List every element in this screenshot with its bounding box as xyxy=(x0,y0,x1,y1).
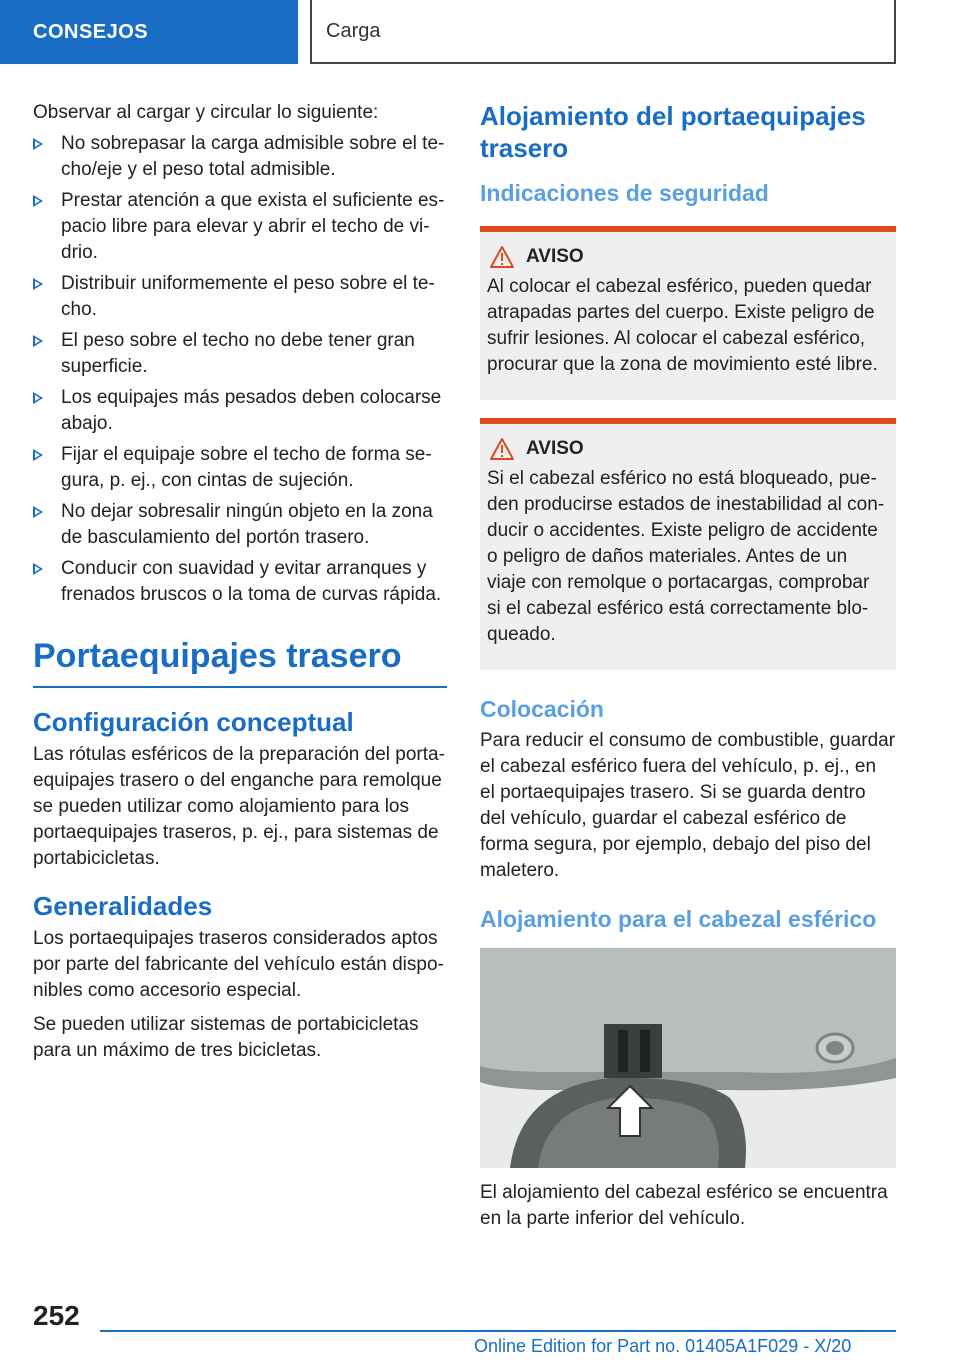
header-title-text: Carga xyxy=(326,19,381,42)
triangle-bullet-icon xyxy=(33,138,43,150)
warning-text: Si el cabezal esférico no está bloqueado, pueden producirse estados de inestabilidad al conducir o accidentes. Existe peligro de accidente o peligro de daños materiales. Antes de un viaje con remolque o portacargas, comprobar si el cabezal esférico está correctamente bloqueado. xyxy=(487,468,885,645)
image-caption: El alojamiento del cabezal esférico se encuentra en la parte inferior del vehículo. xyxy=(480,1182,888,1229)
warning-triangle-icon xyxy=(490,246,514,268)
warning-header xyxy=(487,438,888,460)
list-item-text: No dejar sobresalir ningún objeto en la zona de basculamiento del portón trasero. xyxy=(61,501,433,548)
housing-heading: Alojamiento para el cabezal esférico xyxy=(480,906,877,932)
triangle-bullet-icon xyxy=(33,335,43,347)
list-item-text: El peso sobre el techo no debe tener gran superficie. xyxy=(61,330,415,377)
placement-heading: Colocación xyxy=(480,696,604,722)
list-item-text: Conducir con suavidad y evitar arranques y frenados bruscos o la toma de curvas rápida. xyxy=(61,558,442,605)
list-item xyxy=(33,442,447,494)
triangle-bullet-icon xyxy=(33,563,43,575)
chapter-title: Portaequipajes trasero xyxy=(33,634,447,688)
list-item xyxy=(33,328,447,380)
concept-text: Las rótulas esféricos de la preparación del portaequipajes trasero o del enganche para remolque se pueden utilizar como alojamiento para los portaequipajes traseros, p. ej., para sistemas de portabicicletas. xyxy=(33,744,445,869)
page-header-title xyxy=(310,0,896,64)
triangle-bullet-icon xyxy=(33,449,43,461)
intro-text: Observar al cargar y circular lo siguiente: xyxy=(33,102,379,123)
list-item xyxy=(33,499,447,551)
general-heading: Generalidades xyxy=(33,891,213,921)
concept-heading: Configuración conceptual xyxy=(33,707,354,737)
bullet-list xyxy=(33,131,447,608)
warning-label: AVISO xyxy=(526,438,584,459)
section-heading: Alojamiento del portaequipajes trasero xyxy=(480,101,866,163)
triangle-bullet-icon xyxy=(33,195,43,207)
warning-box-1 xyxy=(480,226,896,400)
general-text-1: Los portaequipajes traseros considerados aptos por parte del fabricante del vehículo están disponibles como accesorio especial. xyxy=(33,928,444,1001)
warning-box-2 xyxy=(480,418,896,670)
footer-edition: Online Edition for Part no. 01405A1F029 - X/20 xyxy=(474,1336,852,1356)
list-item xyxy=(33,271,447,323)
list-item-text: Fijar el equipaje sobre el techo de forma segura, p. ej., con cintas de sujeción. xyxy=(61,444,432,491)
list-item xyxy=(33,131,447,183)
footer-rule xyxy=(100,1330,896,1332)
warning-header xyxy=(487,246,888,268)
list-item-text: No sobrepasar la carga admisible sobre el techo/eje y el peso total admisible. xyxy=(61,133,445,180)
ball-head-housing-illustration xyxy=(480,948,896,1168)
warning-triangle-icon xyxy=(490,438,514,460)
list-item xyxy=(33,188,447,266)
list-item-text: Los equipajes más pesados deben colocarse abajo. xyxy=(61,387,442,434)
list-item-text: Distribuir uniformemente el peso sobre el techo. xyxy=(61,273,435,320)
warning-label: AVISO xyxy=(526,246,584,267)
safety-heading: Indicaciones de seguridad xyxy=(480,180,769,206)
list-item xyxy=(33,556,447,608)
triangle-bullet-icon xyxy=(33,278,43,290)
placement-text: Para reducir el consumo de combustible, guardar el cabezal esférico fuera del vehículo, p. ej., en el portaequipajes trasero. Si se guarda dentro del vehículo, guardar el cabezal esférico de forma segura, por ejemplo, debajo del piso del maletero. xyxy=(480,730,896,881)
triangle-bullet-icon xyxy=(33,392,43,404)
right-column xyxy=(480,100,896,1232)
list-item-text: Prestar atención a que exista el suficiente espacio libre para elevar y abrir el techo de vidrio. xyxy=(61,190,445,263)
page-number: 252 xyxy=(33,1300,80,1331)
left-column xyxy=(33,100,447,1064)
warning-text: Al colocar el cabezal esférico, pueden quedar atrapadas partes del cuerpo. Existe peligro de sufrir lesiones. Al colocar el cabezal esférico, procurar que la zona de movimiento esté libre. xyxy=(487,276,878,375)
general-text-2: Se pueden utilizar sistemas de portabicicletas para un máximo de tres bicicletas. xyxy=(33,1014,419,1061)
list-item xyxy=(33,385,447,437)
section-tab: CONSEJOS xyxy=(0,0,298,64)
triangle-bullet-icon xyxy=(33,506,43,518)
